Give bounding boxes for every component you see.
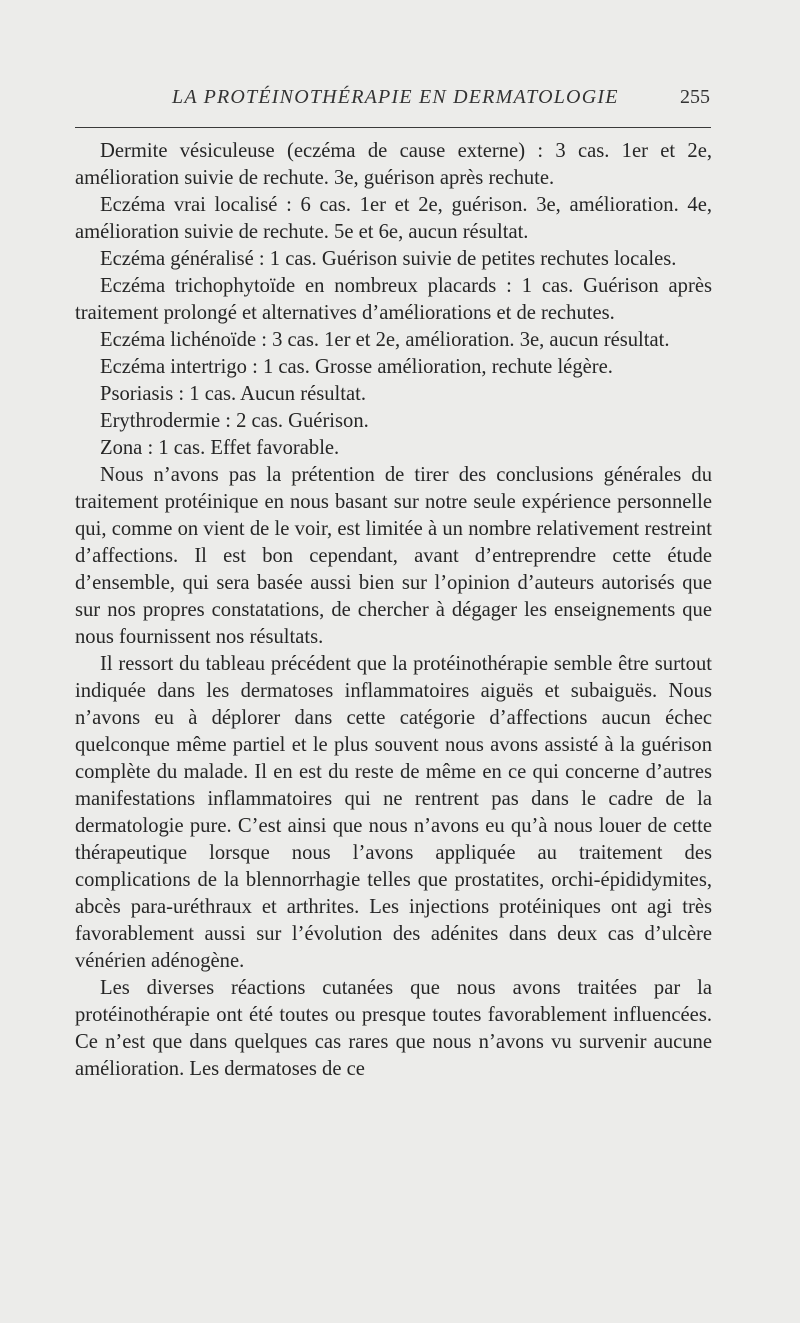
paragraph-psoriasis: Psoriasis : 1 cas. Aucun résultat. <box>100 383 366 405</box>
page-header <box>172 86 710 116</box>
running-title: LA PROTÉINOTHÉRAPIE EN DERMATOLOGIE <box>172 86 619 108</box>
paragraph-eczema-lichenoide: Eczéma lichénoïde : 3 cas. 1er et 2e, amélioration. 3e, aucun résultat. <box>100 329 670 351</box>
paragraph-eczema-localise: Eczéma vrai localisé : 6 cas. 1er et 2e, guérison. 3e, amélioration. 4e, amélioration suivie de rechute. 5e et 6e, aucun résultat. <box>75 194 712 243</box>
paragraph-dermite: Dermite vésiculeuse (eczéma de cause externe) : 3 cas. 1er et 2e, amélioration suivie de rechute. 3e, guérison après rechute. <box>75 140 712 189</box>
paragraph-conclusions: Nous n’avons pas la prétention de tirer des conclusions générales du traitement protéinique en nous basant sur notre seule expérience personnelle qui, comme on vient de le voir, est limitée à un nombre relativement restreint d’affections. Il est bon cependant, avant d’entreprendre cette étude d’ensemble, qui sera basée aussi bien sur l’opinion d’auteurs autorisés que sur nos propres constatations, de chercher à dégager les enseignements que nous fournissent nos résultats. <box>75 464 712 648</box>
paragraph-zona: Zona : 1 cas. Effet favorable. <box>100 437 340 459</box>
body-text <box>75 138 712 1083</box>
paragraph-eczema-trichophytoide: Eczéma trichophytoïde en nombreux placards : 1 cas. Guérison après traitement prolongé et alternatives d’améliorations et de rechutes. <box>75 275 712 324</box>
header-rule <box>75 127 711 128</box>
paragraph-erythrodermie: Erythrodermie : 2 cas. Guérison. <box>100 410 369 432</box>
paragraph-eczema-intertrigo: Eczéma intertrigo : 1 cas. Grosse amélioration, rechute légère. <box>100 356 613 378</box>
paragraph-eczema-generalise: Eczéma généralisé : 1 cas. Guérison suivie de petites rechutes locales. <box>100 248 677 270</box>
page-number: 255 <box>680 86 710 108</box>
paragraph-reactions: Les diverses réactions cutanées que nous avons traitées par la protéinothérapie ont été toutes ou presque toutes favorablement influencées. Ce n’est que dans quelques cas rares que nous n’avons vu survenir aucune amélioration. Les dermatoses de ce <box>75 977 712 1080</box>
paragraph-tableau: Il ressort du tableau précédent que la protéinothérapie semble être surtout indiquée dans les dermatoses inflammatoires aiguës et subaiguës. Nous n’avons eu à déplorer dans cette catégorie d’affections aucun échec quelconque même partiel et le plus souvent nous avons assisté à la guérison complète du malade. Il en est du reste de même en ce qui concerne d’autres manifestations inflammatoires qui ne rentrent pas dans le cadre de la dermatologie pure. C’est ainsi que nous n’avons eu qu’à nous louer de cette thérapeutique lorsque nous l’avons appliquée au traitement des complications de la blennorrhagie telles que prostatites, orchi-épididymites, abcès para-uréthraux et arthrites. Les injections protéiniques ont agi très favorablement aussi sur l’évolution des adénites dans deux cas d’ulcère vénérien adénogène. <box>75 653 712 972</box>
